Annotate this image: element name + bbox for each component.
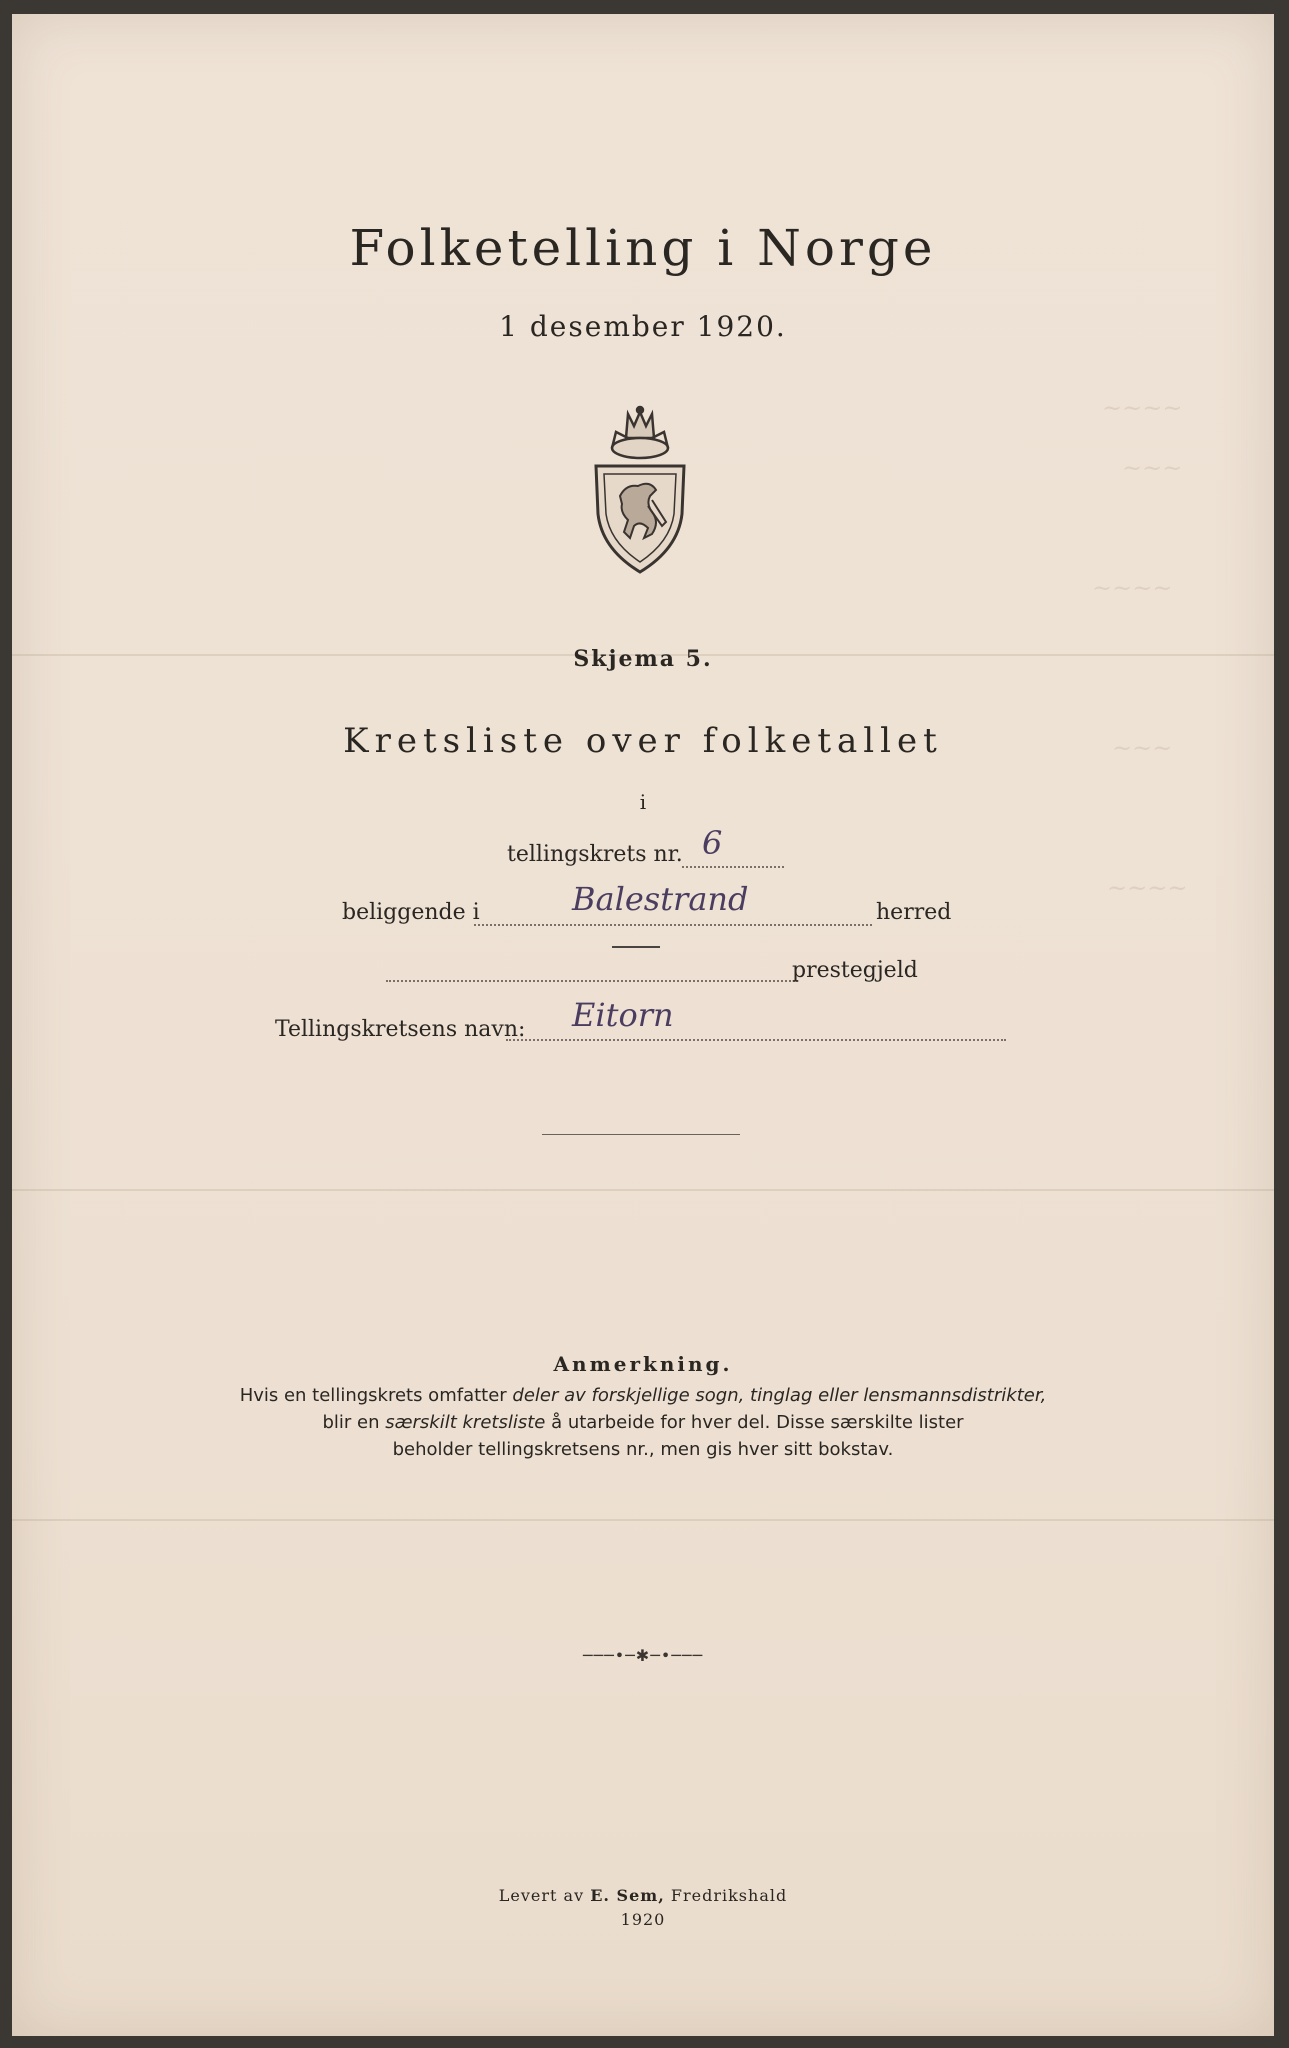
bleed-through-marks: ~~~ [1112, 734, 1173, 762]
paper-fold [12, 1519, 1274, 1521]
note-line-2-rest: å utarbeide for hver del. Disse særskilte lister [545, 1412, 964, 1433]
census-date: 1 desember 1920. [499, 310, 787, 343]
bleed-through-marks: ~~~~ [1092, 574, 1173, 602]
paper-fold [12, 1189, 1274, 1191]
tellingskrets-label: tellingskrets nr. [507, 842, 683, 867]
herred-label: herred [876, 900, 952, 925]
schema-number: Skjema 5. [573, 646, 713, 672]
beliggende-label: beliggende i [342, 900, 480, 925]
printer-name: E. Sem, [590, 1886, 665, 1905]
ornament-divider: ───•─✱─•─── [582, 1646, 704, 1665]
tellingskrets-line [682, 866, 784, 868]
census-form-page [12, 14, 1274, 2036]
note-heading: Anmerkning. [553, 1352, 733, 1376]
divider-line [542, 1134, 740, 1135]
beliggende-value: Balestrand [572, 880, 749, 918]
note-line-2 [12, 1409, 1274, 1436]
list-heading: Kretsliste over folketallet [343, 721, 943, 761]
printer-prefix: Levert av [498, 1886, 591, 1905]
printer-year: 1920 [620, 1910, 666, 1929]
printer-place: Fredrikshald [664, 1886, 788, 1905]
norwegian-coat-of-arms-icon [590, 404, 690, 574]
beliggende-line [474, 924, 872, 926]
note-line-2-text: blir en [322, 1412, 386, 1433]
connector-text: i [639, 790, 647, 814]
navn-label: Tellingskretsens navn: [275, 1017, 526, 1042]
bleed-through-marks: ~~~~ [1107, 874, 1188, 902]
note-line-1 [12, 1382, 1274, 1409]
bleed-through-marks: ~~~~ [1102, 394, 1183, 422]
navn-value: Eitorn [572, 996, 674, 1034]
note-line-1-emphasis: deler av forskjellige sogn, tinglag eller lensmannsdistrikter, [512, 1385, 1047, 1406]
prestegjeld-label: prestegjeld [792, 958, 918, 983]
prestegjeld-line [386, 980, 798, 982]
note-line-1-text: Hvis en tellingskrets omfatter [239, 1385, 513, 1406]
note-line-2-emphasis: særskilt kretsliste [385, 1412, 546, 1433]
blank-dash [612, 946, 660, 948]
bleed-through-marks: ~~~ [1122, 454, 1183, 482]
document-title: Folketelling i Norge [349, 219, 937, 277]
printer-credit [12, 1886, 1274, 1905]
tellingskrets-value: 6 [702, 824, 723, 862]
note-line-3: beholder tellingskretsens nr., men gis hver sitt bokstav. [392, 1439, 894, 1460]
navn-line [506, 1039, 1006, 1041]
